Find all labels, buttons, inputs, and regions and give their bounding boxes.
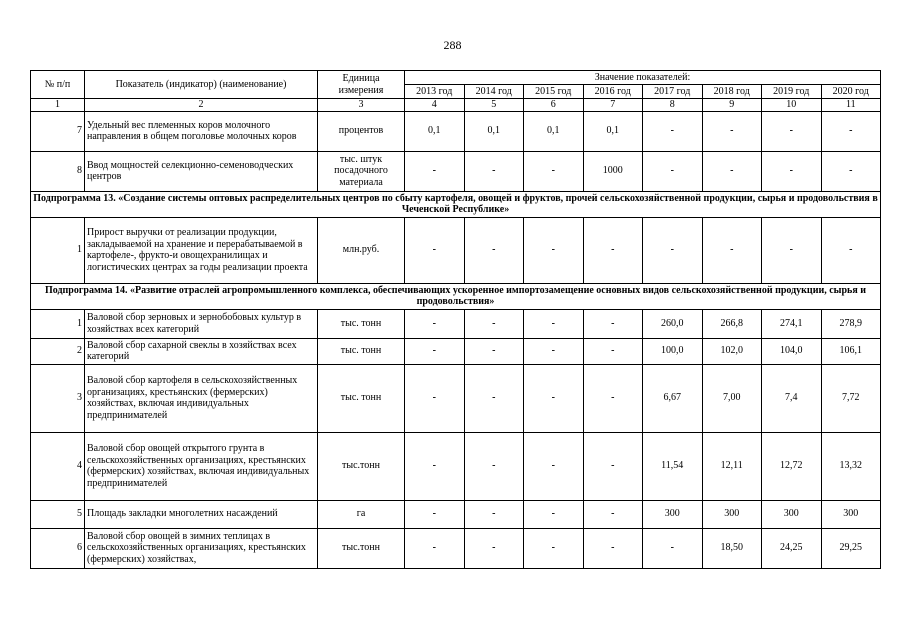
row-value: - — [583, 338, 643, 364]
row-number: 7 — [31, 111, 85, 151]
header-col-index: 8 — [643, 99, 703, 112]
row-value: - — [583, 528, 643, 568]
row-value: 100,0 — [643, 338, 703, 364]
row-value: 0,1 — [405, 111, 465, 151]
row-value: - — [583, 500, 643, 528]
row-value: 12,72 — [762, 432, 822, 500]
table-row — [31, 500, 881, 528]
header-col-index: 10 — [762, 99, 822, 112]
row-value: - — [821, 151, 881, 191]
row-value: - — [405, 364, 465, 432]
row-number: 1 — [31, 309, 85, 338]
row-value: - — [405, 217, 465, 283]
row-number: 3 — [31, 364, 85, 432]
row-value: - — [821, 217, 881, 283]
row-value: 18,50 — [702, 528, 762, 568]
row-indicator-name: Прирост выручки от реализации продукции, закладываемой на хранение и перерабатываемой в картофеле-, фрукто-и овощехранилищах и логистических центрах за годы реализации проекта — [85, 217, 318, 283]
row-value: - — [464, 500, 524, 528]
table-row — [31, 432, 881, 500]
subprogram-14-title: Подпрограмма 14. «Развитие отраслей агропромышленного комплекса, обеспечивающих ускоренное импортозамещение основных видов сельскохозяйственной продукции, сырья и продовольствия» — [31, 283, 881, 309]
header-year: 2016 год — [583, 85, 643, 99]
row-value: 106,1 — [821, 338, 881, 364]
row-unit: тыс. тонн — [318, 338, 405, 364]
row-value: 300 — [643, 500, 703, 528]
table-row — [31, 111, 881, 151]
row-indicator-name: Удельный вес племенных коров молочного направления в общем поголовье молочных коров — [85, 111, 318, 151]
header-num: № п/п — [31, 71, 85, 99]
row-value: 29,25 — [821, 528, 881, 568]
row-indicator-name: Площадь закладки многолетних насаждений — [85, 500, 318, 528]
row-value: 278,9 — [821, 309, 881, 338]
header-col-index: 11 — [821, 99, 881, 112]
row-indicator-name: Валовой сбор зерновых и зернобобовых культур в хозяйствах всех категорий — [85, 309, 318, 338]
header-values: Значение показателей: — [405, 71, 881, 85]
row-value: 6,67 — [643, 364, 703, 432]
header-year: 2017 год — [643, 85, 703, 99]
row-value: - — [583, 217, 643, 283]
header-col-index: 4 — [405, 99, 465, 112]
row-unit: тыс. тонн — [318, 309, 405, 338]
row-number: 2 — [31, 338, 85, 364]
table-row — [31, 217, 881, 283]
row-value: - — [583, 309, 643, 338]
row-value: 0,1 — [583, 111, 643, 151]
row-value: - — [464, 309, 524, 338]
row-number: 5 — [31, 500, 85, 528]
row-unit: тыс.тонн — [318, 432, 405, 500]
row-value: - — [524, 500, 584, 528]
table-row — [31, 338, 881, 364]
row-number: 4 — [31, 432, 85, 500]
row-value: 300 — [821, 500, 881, 528]
row-unit: тыс. штук посадочного материала — [318, 151, 405, 191]
row-value: - — [583, 364, 643, 432]
row-value: - — [524, 364, 584, 432]
row-value: - — [643, 217, 703, 283]
row-value: - — [643, 111, 703, 151]
row-value: - — [405, 338, 465, 364]
row-value: - — [405, 151, 465, 191]
row-value: 13,32 — [821, 432, 881, 500]
row-value: - — [643, 151, 703, 191]
row-number: 6 — [31, 528, 85, 568]
row-value: 11,54 — [643, 432, 703, 500]
row-value: - — [464, 364, 524, 432]
row-value: 274,1 — [762, 309, 822, 338]
row-unit: млн.руб. — [318, 217, 405, 283]
row-value: 0,1 — [464, 111, 524, 151]
row-value: 266,8 — [702, 309, 762, 338]
row-value: - — [464, 151, 524, 191]
header-col-index: 2 — [85, 99, 318, 112]
section-row — [31, 283, 881, 309]
row-value: - — [464, 432, 524, 500]
row-indicator-name: Валовой сбор картофеля в сельскохозяйственных организациях, крестьянских (фермерских) хозяйствах, включая индивидуальных предпринимателей — [85, 364, 318, 432]
row-value: 104,0 — [762, 338, 822, 364]
row-unit: тыс. тонн — [318, 364, 405, 432]
row-value: - — [524, 309, 584, 338]
row-value: 260,0 — [643, 309, 703, 338]
table-row — [31, 364, 881, 432]
header-year: 2019 год — [762, 85, 822, 99]
row-unit: га — [318, 500, 405, 528]
row-value: 7,00 — [702, 364, 762, 432]
row-value: 12,11 — [702, 432, 762, 500]
row-value: - — [702, 217, 762, 283]
subprogram-13-title: Подпрограмма 13. «Создание системы оптовых распределительных центров по сбыту картофеля, овощей и фруктов, прочей сельскохозяйственной продукции, сырья и продовольствия в Чеченской Республике» — [31, 191, 881, 217]
row-value: - — [762, 151, 822, 191]
row-value: - — [702, 151, 762, 191]
table-row — [31, 309, 881, 338]
header-year: 2014 год — [464, 85, 524, 99]
header-col-index: 9 — [702, 99, 762, 112]
header-col-index: 3 — [318, 99, 405, 112]
row-value: - — [762, 217, 822, 283]
row-value: - — [762, 111, 822, 151]
row-value: 300 — [762, 500, 822, 528]
row-value: - — [524, 528, 584, 568]
row-value: - — [702, 111, 762, 151]
row-value: 300 — [702, 500, 762, 528]
row-value: 1000 — [583, 151, 643, 191]
row-value: - — [405, 528, 465, 568]
row-value: - — [405, 309, 465, 338]
header-year: 2020 год — [821, 85, 881, 99]
header-col-index: 6 — [524, 99, 584, 112]
header-col-index: 5 — [464, 99, 524, 112]
header-year: 2015 год — [524, 85, 584, 99]
header-indicator: Показатель (индикатор) (наименование) — [85, 71, 318, 99]
row-value: - — [464, 338, 524, 364]
row-value: 7,72 — [821, 364, 881, 432]
header-col-index: 1 — [31, 99, 85, 112]
header-col-index: 7 — [583, 99, 643, 112]
indicators-table — [30, 70, 881, 569]
row-value: - — [524, 338, 584, 364]
row-indicator-name: Валовой сбор овощей открытого грунта в сельскохозяйственных организациях, крестьянских (фермерских) хозяйствах, включая индивидуальных предпринимателей — [85, 432, 318, 500]
row-value: 7,4 — [762, 364, 822, 432]
row-value: - — [821, 111, 881, 151]
row-value: - — [405, 432, 465, 500]
row-number: 1 — [31, 217, 85, 283]
table-row — [31, 528, 881, 568]
row-value: - — [524, 151, 584, 191]
row-value: - — [464, 217, 524, 283]
header-year: 2013 год — [405, 85, 465, 99]
row-value: - — [524, 432, 584, 500]
row-value: 24,25 — [762, 528, 822, 568]
header-unit: Единица измерения — [318, 71, 405, 99]
table-row — [31, 151, 881, 191]
row-value: - — [405, 500, 465, 528]
row-value: - — [583, 432, 643, 500]
row-unit: тыс.тонн — [318, 528, 405, 568]
row-value: - — [464, 528, 524, 568]
row-indicator-name: Валовой сбор овощей в зимних теплицах в сельскохозяйственных организациях, крестьянских (фермерских) хозяйствах, — [85, 528, 318, 568]
page-number: 288 — [443, 38, 462, 52]
row-number: 8 — [31, 151, 85, 191]
row-unit: процентов — [318, 111, 405, 151]
row-value: 0,1 — [524, 111, 584, 151]
row-value: 102,0 — [702, 338, 762, 364]
header-year: 2018 год — [702, 85, 762, 99]
section-row — [31, 191, 881, 217]
row-value: - — [643, 528, 703, 568]
row-indicator-name: Валовой сбор сахарной свеклы в хозяйствах всех категорий — [85, 338, 318, 364]
row-indicator-name: Ввод мощностей селекционно-семеноводческих центров — [85, 151, 318, 191]
row-value: - — [524, 217, 584, 283]
